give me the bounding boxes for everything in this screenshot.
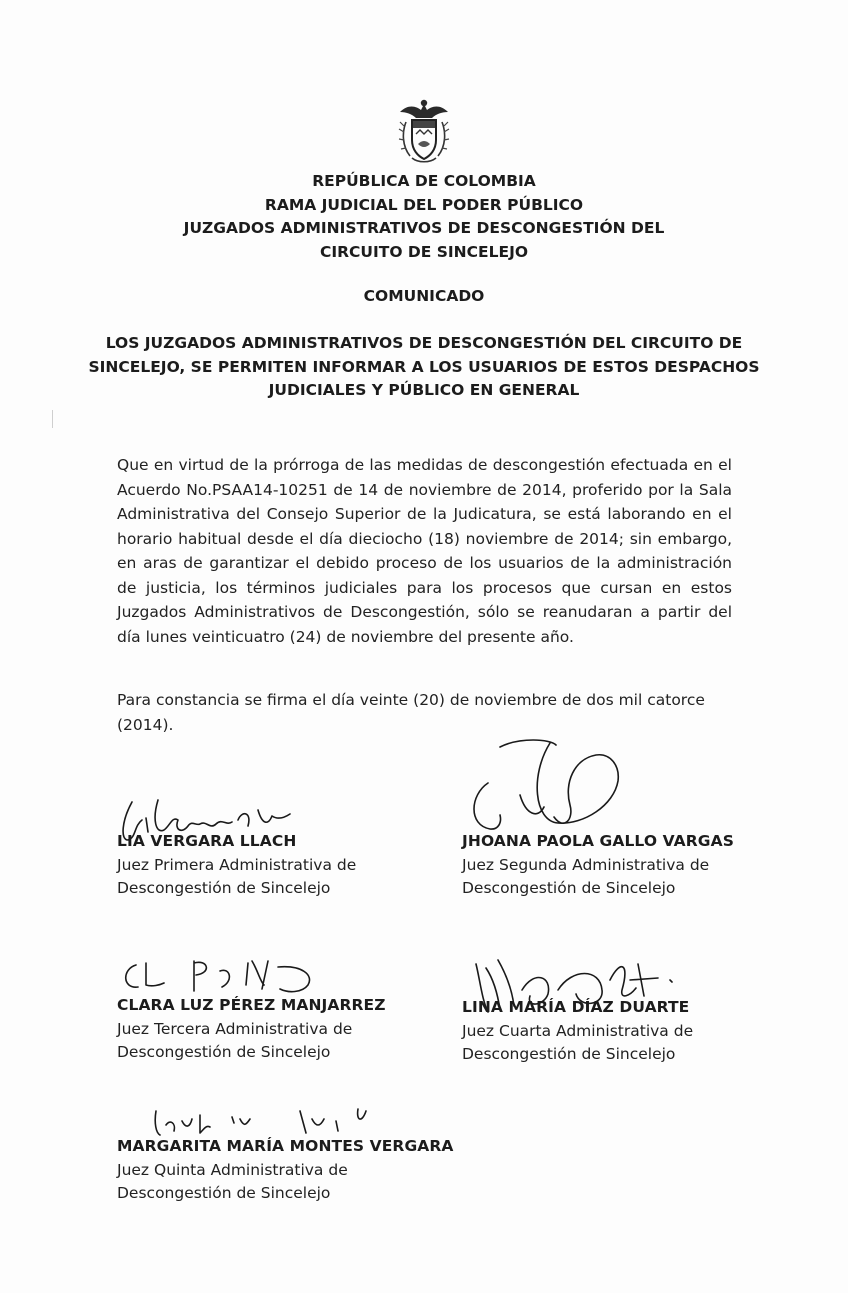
header-line-branch: RAMA JUDICIAL DEL PODER PÚBLICO [264,195,584,214]
header-line-circuit: CIRCUITO DE SINCELEJO [319,242,529,261]
signatory-2-office: Descongestión de Sincelejo [462,879,676,897]
signatory-5-name: MARGARITA MARÍA MONTES VERGARA [117,1137,454,1155]
signature-2-icon [460,735,640,845]
signatory-2 [462,830,734,901]
header-line-courts: JUZGADOS ADMINISTRATIVOS DE DESCONGESTIÓN DEL [183,219,665,237]
signatory-5-role: Juez Quinta Administrativa de [117,1160,348,1179]
signatory-3 [117,994,386,1065]
signatory-3-name: CLARA LUZ PÉREZ MANJARREZ [117,996,386,1014]
signatory-4-role: Juez Cuarta Administrativa de [462,1021,694,1040]
signatory-5 [117,1135,454,1206]
signatory-2-role: Juez Segunda Administrativa de [462,855,710,874]
signatory-5-office: Descongestión de Sincelejo [117,1184,331,1202]
document-header [60,170,788,264]
signatory-2-name: JHOANA PAOLA GALLO VARGAS [462,832,734,850]
signatory-1-name: LIA VERGARA LLACH [117,832,297,850]
subject-line-3: JUDICIALES Y PÚBLICO EN GENERAL [268,381,580,399]
signatory-4-name: LINA MARÍA DÍAZ DUARTE [462,998,690,1016]
header-line-republic: REPÚBLICA DE COLOMBIA [312,172,536,190]
signatory-1-office: Descongestión de Sincelejo [117,879,331,897]
body-paragraph-2: Para constancia se firma el día veinte (20) de noviembre de dos mil catorce (2014). [117,691,705,734]
colombia-coat-of-arms-icon [388,96,460,168]
document-title: COMUNICADO [363,287,485,305]
signatory-4-office: Descongestión de Sincelejo [462,1045,676,1063]
document-subject [60,332,788,403]
signatory-4 [462,996,693,1067]
body-paragraph-1: Que en virtud de la prórroga de las medidas de descongestión efectuada en el Acuerdo No.PSAA14-10251 de 14 de noviembre de 2014, proferido por la Sala Administrativa del Consejo Superior de la Judicatura, se está laborando en el horario habitual desde el día dieciocho (18) noviembre de 2014; sin embargo, en aras de garantizar el debido proceso de los usuarios de la administración de justicia, los términos judiciales para los procesos que cursan en estos Juzgados Administrativos de Descongestión, sólo se reanudaran a partir del día lunes veinticuatro (24) de noviembre del presente año. [117,456,732,646]
subject-line-1: LOS JUZGADOS ADMINISTRATIVOS DE DESCONGESTIÓN DEL CIRCUITO DE [105,334,743,352]
signatory-1 [117,830,356,901]
signatory-3-office: Descongestión de Sincelejo [117,1043,331,1061]
subject-line-2: SINCELEJO, SE PERMITEN INFORMAR A LOS USUARIOS DE ESTOS DESPACHOS [88,357,760,376]
signatory-1-role: Juez Primera Administrativa de [117,855,357,874]
margin-mark [52,410,53,428]
signatory-3-role: Juez Tercera Administrativa de [117,1019,353,1038]
